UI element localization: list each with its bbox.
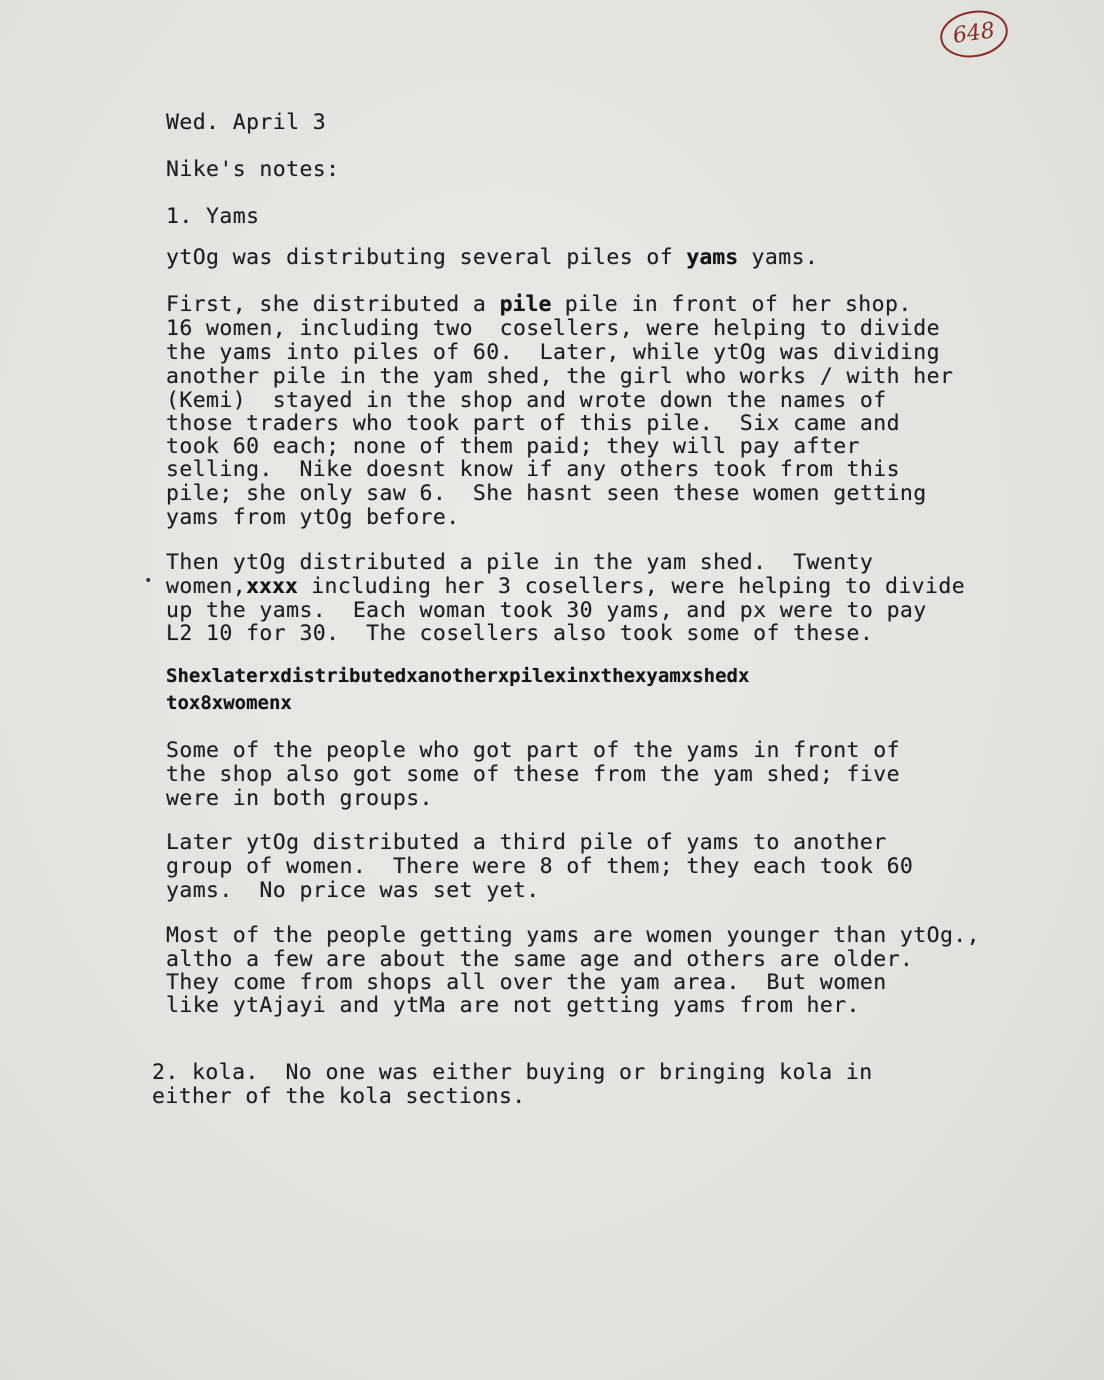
date-heading: Wed. April 3 — [166, 110, 327, 135]
section-heading-yams: 1. Yams — [166, 204, 260, 229]
paragraph-line: the shop also got some of these from the yam shed; five — [166, 762, 900, 787]
paragraph-line — [166, 292, 912, 317]
page-number-stamp — [938, 8, 1010, 60]
paragraph-line: Then ytOg distributed a pile in the yam shed. Twenty — [166, 550, 874, 575]
paragraph-line: 16 women, including two cosellers, were helping to divide — [166, 316, 940, 341]
paragraph-line: pile; she only saw 6. She hasnt seen these women getting — [166, 481, 927, 506]
paragraph-line: like ytAjayi and ytMa are not getting yams from her. — [166, 993, 860, 1018]
paragraph-line: Most of the people getting yams are women younger than ytOg., — [166, 923, 980, 948]
paragraph-line: group of women. There were 8 of them; they each took 60 — [166, 854, 914, 879]
paragraph-line — [166, 574, 965, 599]
paragraph-line: Later ytOg distributed a third pile of yams to another — [166, 830, 887, 855]
notes-heading: Nike's notes: — [166, 157, 340, 182]
paragraph-line: up the yams. Each woman took 30 yams, and px were to pay — [166, 598, 927, 623]
paragraph-line: took 60 each; none of them paid; they will pay after — [166, 434, 860, 459]
text-run: ytOg was distributing several piles of — [166, 245, 687, 270]
section-heading-kola: 2. kola. No one was either buying or bringing kola in — [152, 1060, 873, 1085]
paragraph-line: yams. No price was set yet. — [166, 878, 540, 903]
paragraph-line: yams from ytOg before. — [166, 505, 460, 530]
paragraph-line: They come from shops all over the yam area. But women — [166, 970, 887, 995]
struck-out-line: Shexlaterxdistributedxanotherxpilexinxthexyamxshedx — [166, 665, 750, 687]
paragraph-line — [166, 245, 818, 270]
page-number: 648 — [951, 18, 997, 49]
text-run: women, — [166, 574, 247, 599]
paragraph-line: Some of the people who got part of the yams in front of — [166, 738, 900, 763]
text-run: pile in front of her shop. — [551, 292, 912, 317]
paragraph-line: those traders who took part of this pile. Six came and — [166, 411, 900, 436]
paragraph-line: (Kemi) stayed in the shop and wrote down the names of — [166, 388, 887, 413]
struck-text: yams — [686, 245, 739, 270]
struck-text: xxxx — [246, 574, 298, 599]
struck-text: pile — [499, 292, 552, 317]
paragraph-line: altho a few are about the same age and others are older. — [166, 947, 914, 972]
text-run: First, she distributed a — [166, 292, 500, 317]
paragraph-line: were in both groups. — [166, 786, 433, 811]
struck-out-line: tox8xwomenx — [166, 692, 292, 714]
paragraph-line: another pile in the yam shed, the girl who works / with her — [166, 364, 954, 389]
text-run: including her 3 cosellers, were helping to divide — [297, 574, 966, 599]
margin-mark-icon: • — [144, 573, 153, 589]
paragraph-line: the yams into piles of 60. Later, while ytOg was dividing — [166, 340, 940, 365]
paragraph-line: selling. Nike doesnt know if any others took from this — [166, 457, 900, 482]
text-run: yams. — [738, 245, 819, 270]
paragraph-line: L2 10 for 30. The cosellers also took some of these. — [166, 621, 874, 646]
paragraph-line: either of the kola sections. — [152, 1084, 526, 1109]
